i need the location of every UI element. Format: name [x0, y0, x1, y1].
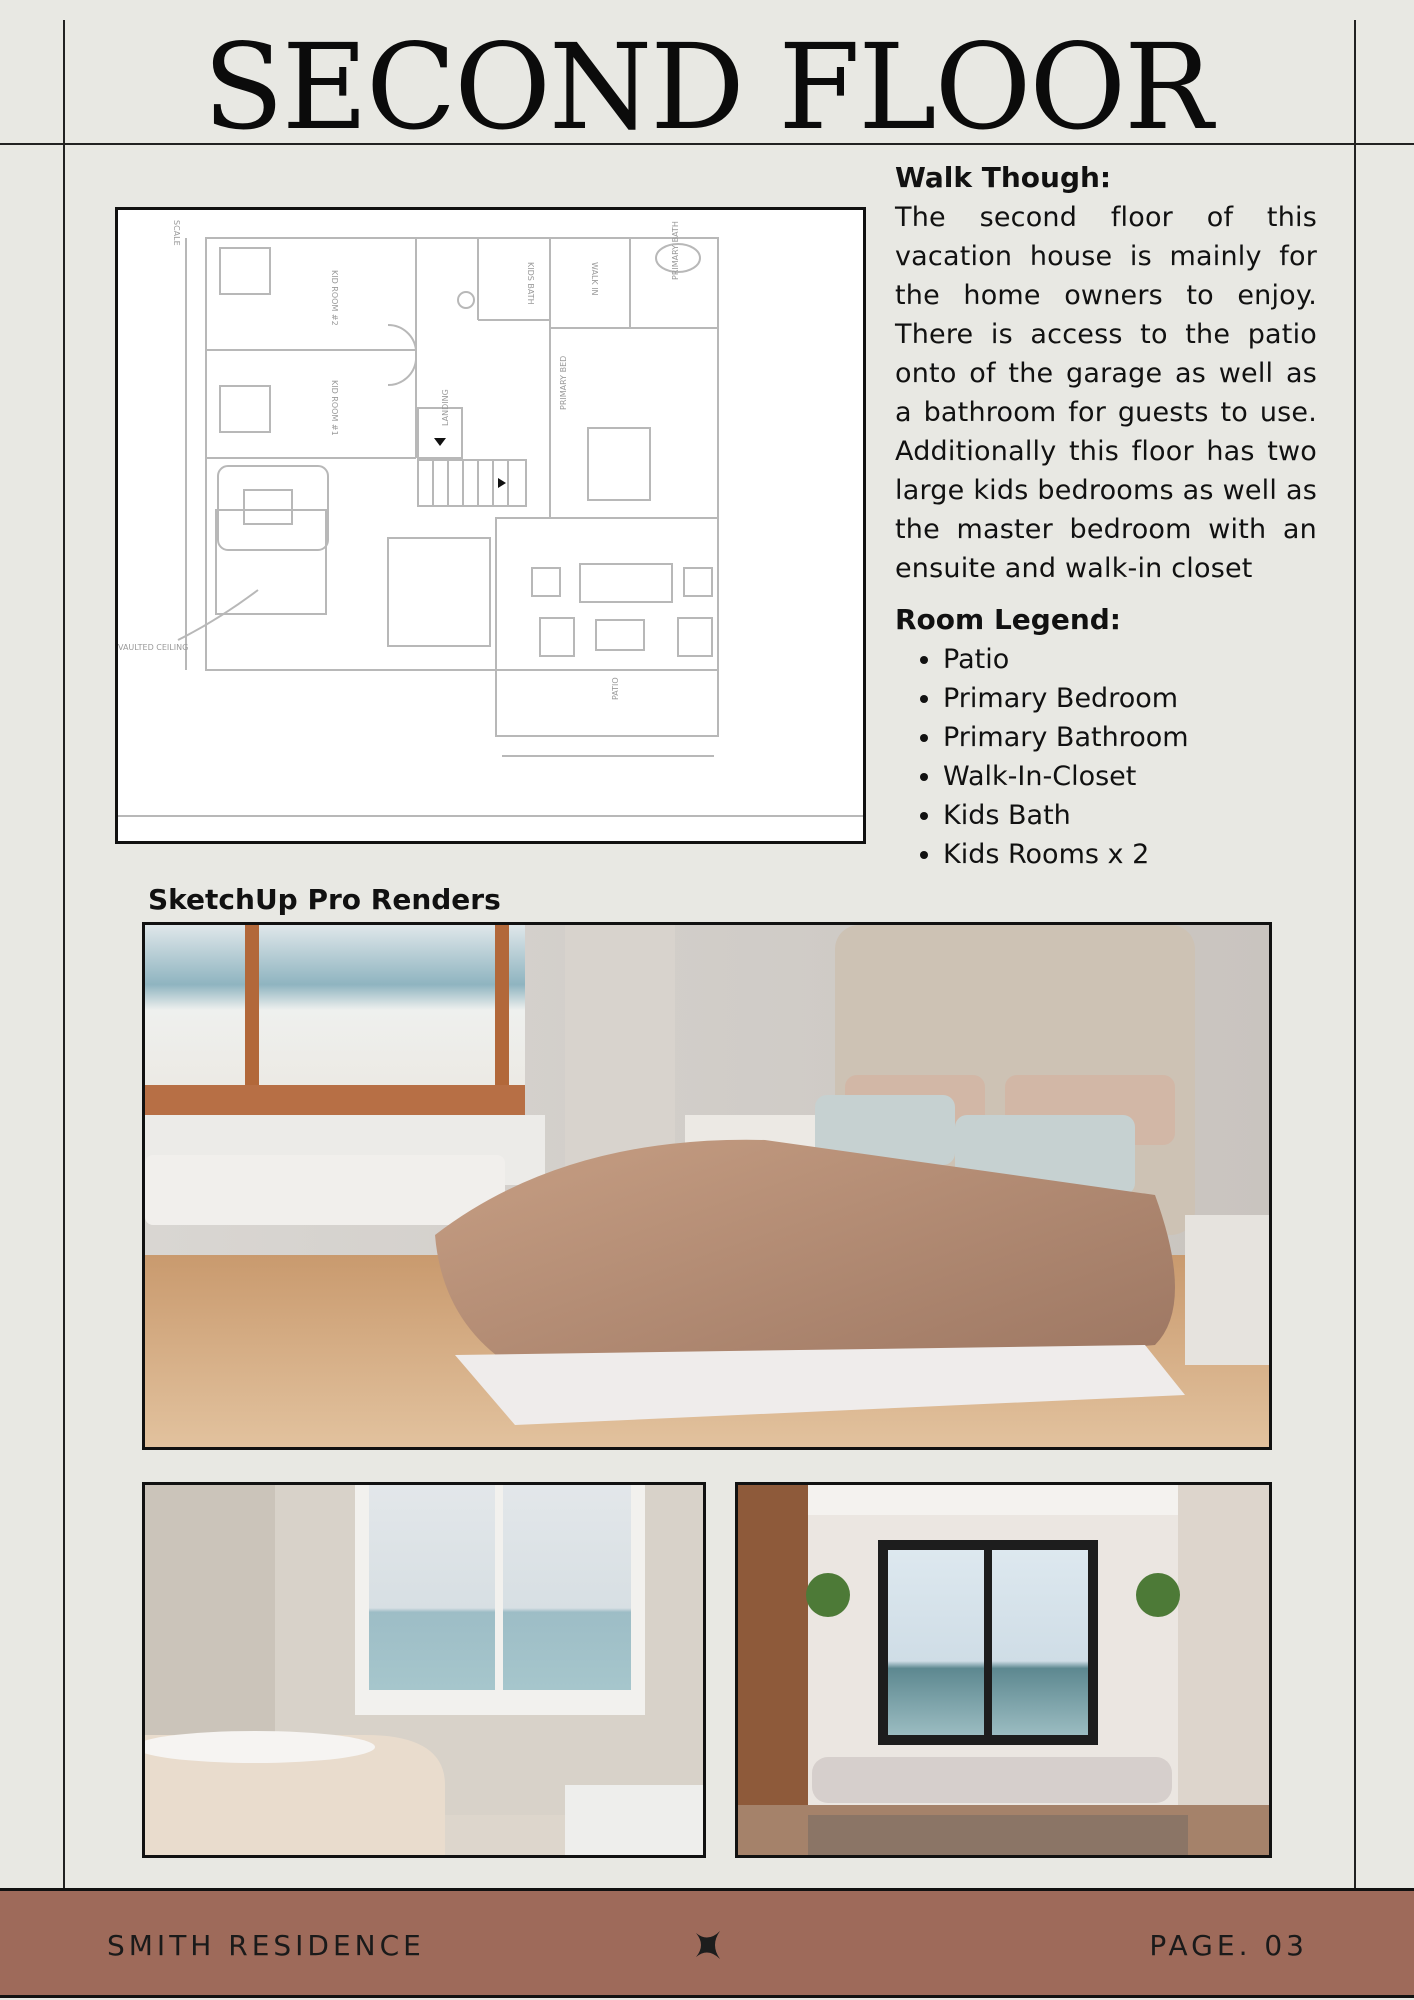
right-border-line: [1354, 20, 1356, 1890]
bathroom-render: [142, 1482, 706, 1858]
page-title: SECOND FLOOR: [203, 18, 1211, 156]
footer: [0, 1888, 1414, 1998]
walkthrough-section: [895, 160, 1317, 874]
floor-plan-drawing: [118, 210, 863, 841]
legend-item-patio: • Patio: [943, 640, 1317, 679]
legend-item-kids-bath: • Kids Bath: [943, 796, 1317, 835]
plan-label-kids-bath: KIDS BATH: [526, 262, 535, 305]
plan-label-kid-room-2: KID ROOM #2: [330, 270, 339, 326]
legend-item-walk-in-closet: • Walk-In-Closet: [943, 757, 1317, 796]
renders-heading: SketchUp Pro Renders: [148, 883, 501, 916]
plan-label-kid-room-1: KID ROOM #1: [330, 380, 339, 436]
plan-label-primary-bed: PRIMARY BED: [559, 355, 568, 410]
walkthrough-heading: Walk Though:: [895, 161, 1112, 194]
legend-item-primary-bathroom: • Primary Bathroom: [943, 718, 1317, 757]
left-border-line: [63, 20, 65, 1890]
footer-residence-name: SMITH RESIDENCE: [107, 1929, 425, 1962]
legend-item-kids-rooms: • Kids Rooms x 2: [943, 835, 1317, 874]
floor-plan: [115, 207, 866, 844]
room-legend-list: [895, 640, 1317, 874]
plan-label-walk-in: WALK IN: [590, 262, 599, 296]
legend-item-primary-bedroom: • Primary Bedroom: [943, 679, 1317, 718]
plan-label-scale: SCALE: [172, 220, 181, 246]
plan-label-patio: PATIO: [611, 677, 620, 700]
plan-label-landing: LANDING: [441, 389, 450, 426]
plan-label-vaulted: VAULTED CEILING: [118, 643, 189, 652]
footer-page-number: PAGE. 03: [1149, 1929, 1308, 1962]
plan-label-primary-bath: PRIMARY BATH: [671, 221, 680, 280]
bedroom-render-image: [145, 925, 1269, 1447]
bedroom-render: [142, 922, 1272, 1450]
kids-room-render-image: [738, 1485, 1269, 1855]
kids-room-render: [735, 1482, 1272, 1858]
bathroom-render-image: [145, 1485, 703, 1855]
walkthrough-body: The second floor of this vacation house is mainly for the home owners to enjoy. There is access to the patio onto of the garage as well as a bathroom for guests to use. Additionally this floor has two large kids bedrooms as well as the master bedroom with an ensuite and walk-in closet: [895, 202, 1317, 584]
legend-heading: Room Legend:: [895, 603, 1121, 636]
sparkle-icon: [690, 1927, 726, 1963]
